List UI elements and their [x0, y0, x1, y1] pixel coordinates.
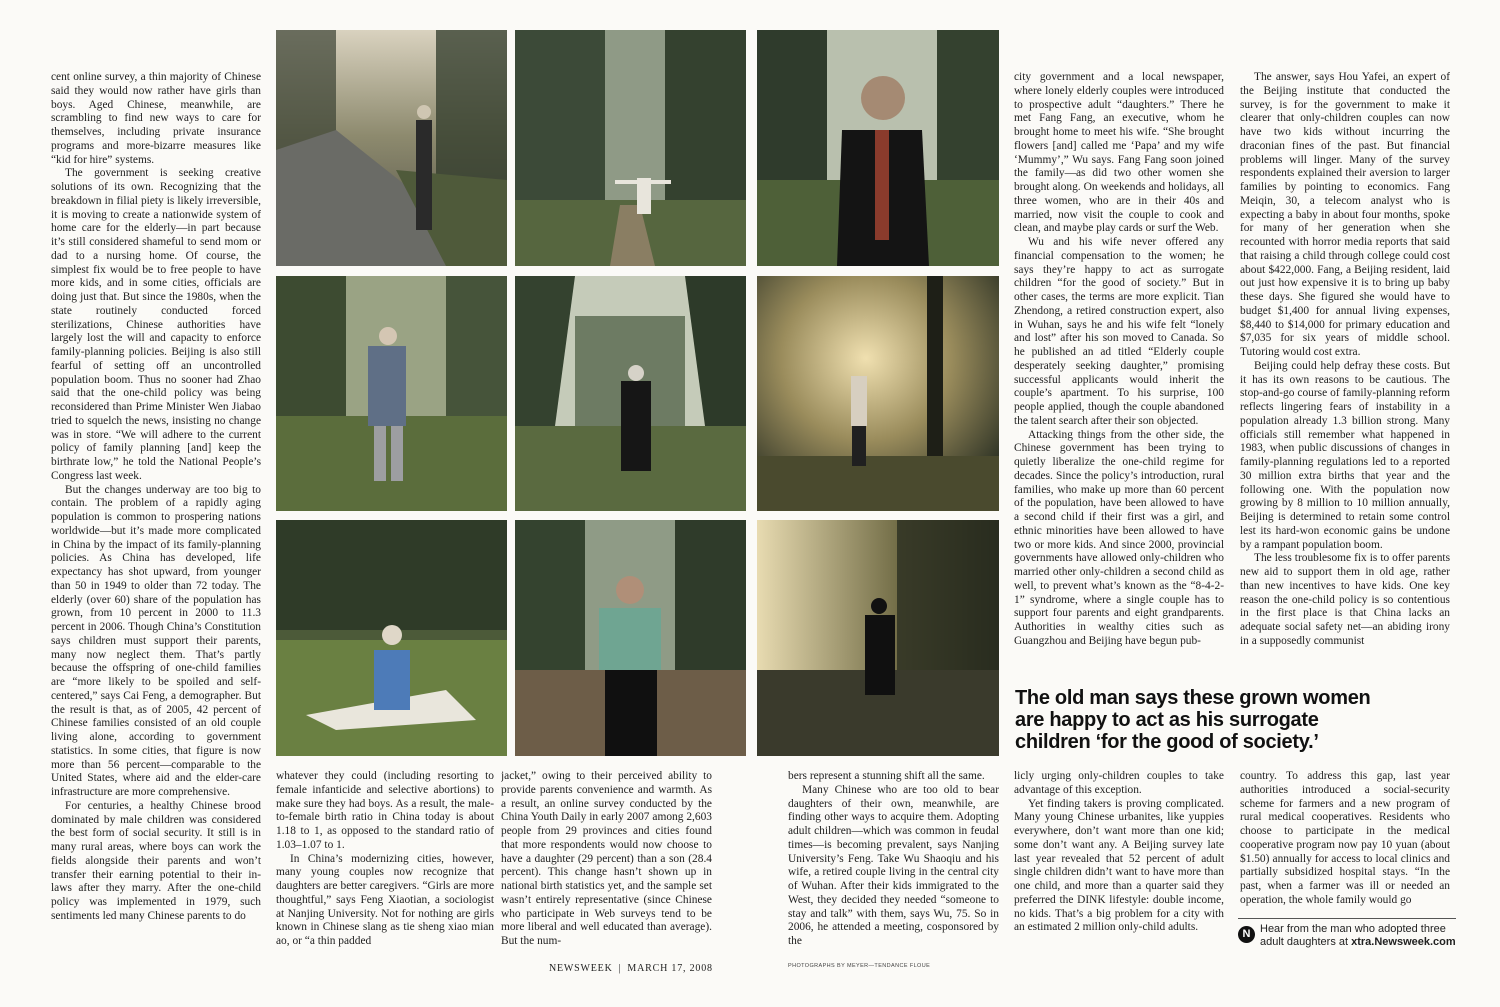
photo-man-tai-chi-forest — [276, 276, 507, 511]
article-column-5-top — [1014, 71, 1224, 681]
page-footer — [549, 963, 713, 974]
newsweek-n-icon: N — [1238, 926, 1255, 943]
article-column-1 — [51, 71, 261, 957]
paragraph: whatever they could (including resorting to female infanticide and selective abortions) to make sure they had boys. As a result, the male-to-female birth ratio in China today is about 1.18 to 1, as opposed to the standard ratio of 1.03–1.07 to 1. — [276, 770, 494, 851]
footer-separator: | — [618, 963, 622, 974]
paragraph: licly urging only-children couples to take advantage of this exception. — [1014, 770, 1224, 796]
promo-link[interactable]: xtra.Newsweek.com — [1351, 936, 1456, 948]
web-promo — [1238, 918, 1456, 949]
article-column-6-bottom — [1240, 770, 1450, 910]
article-column-3 — [501, 770, 712, 950]
paragraph: Beijing could help defray these costs. But it has its own reasons to be cautious. The stop-and-go course of family-planning reform reflects lingering fears of instability in a population already 1.3 billion strong. Many officials still remember what happened in 1983, when public discussions of changes in family-planning regulations led to a reported 30 million extra births that year and the following one. With the population now growing by 8 million to 10 million annually, Beijing is determined to retain some control lest its hard-won economic gains be undone by a rampant population boom. — [1240, 359, 1450, 551]
promo-label: Hear from the man who adopted three adult daughters at — [1260, 923, 1446, 948]
paragraph: The less troublesome fix is to offer parents new aid to support them in old age, rather than new incentives to have kids. One key reason the one-child policy is so contentious in the first place is that China lacks an adequate social safety net—an abiding irony in a supposedly communist — [1240, 552, 1450, 647]
paragraph: Many Chinese who are too old to bear daughters of their own, meanwhile, are finding other ways to acquire them. Adopting adult children—which was common in feudal times—is becoming prevalent, says Nanjing University’s Feng. Take Wu Shaoqiu and his wife, a retired couple living in the central city of Wuhan. After their kids immigrated to the West, they decided they needed “someone to stay and talk” with them, says Wu, 75. So in 2006, he attended a meeting, cosponsored by the — [788, 783, 999, 947]
photo-woman-meditating-sunlight — [757, 276, 999, 511]
paragraph: But the changes underway are too big to contain. The problem of a rapidly aging population is common to prospering nations worldwide—but it’s made more complicated in China by the impact of its family-planning policies. As China has developed, life expectancy has shot upward, from younger than 50 in 1949 to older than 72 today. The elderly (over 60) share of the population has grown, from 10 percent in 2000 to 11.3 percent in 2006. Though China’s Constitution says children must support their parents, many now neglect them. That’s partly because the offspring of one-child families are “more likely to be spoiled and self-centered,” says Cai Feng, a demographer. But the result is that, as of 2005, 42 percent of Chinese families consisted of an old couple living alone, according to government statistics. In some cities, that figure is now more than 56 percent—comparable to the United States, where aid and the elder-care infrastructure are more comprehensive. — [51, 483, 261, 798]
paragraph: bers represent a stunning shift all the same. — [788, 770, 985, 782]
paragraph: jacket,” owing to their perceived ability to provide parents convenience and warmth. As a result, an online survey conducted by the China Youth Daily in early 2007 among 2,603 people from 29 provinces and cities found that more respondents would now choose to have a daughter (29 percent) than a son (28.4 percent). This change hasn’t shown up in national birth statistics yet, and the sample set wasn’t entirely representative (since Chinese who participate in Web surveys tend to be more liberal and well educated than average). But the num- — [501, 770, 712, 947]
paragraph: The answer, says Hou Yafei, an expert of the Beijing institute that conducted the survey, is for the government to make it clearer that only-children couples can now have two kids without incurring the draconian fines of the past. But financial problems will linger. Many of the survey respondents explained their aversion to larger families by pointing to economics. Fang Meiqin, 30, a telecom analyst who is expecting a baby in about four months, spoke for many of her generation when she recounted with horror media reports that said that raising a child through college could cost about $422,000. Fang, a Beijing resident, laid out just how expensive it is to bring up baby these days. She figured she would have to budget $1,400 for annual living expenses, $8,440 to $14,000 for primary education and $7,035 for six years of middle school. Tutoring would cost extra. — [1240, 71, 1450, 358]
pull-quote: The old man says these grown women are happy to act as his surrogate children ‘for the good of society.’ — [1015, 687, 1371, 753]
photo-credit: PHOTOGRAPHS BY MEYER—TENDANCE FLOUE — [788, 963, 931, 969]
paragraph: Attacking things from the other side, the Chinese government has been trying to quietly liberalize the one-child regime for decades. Since the policy’s introduction, rural families, who make up more than 60 percent of the population, have been allowed to have a second child if their first was a girl, and ethnic minorities have been allowed to have two or more kids. And since 2000, provincial governments have allowed only-children who married other only-children a second child as well, to prevent what’s known as the “8-4-2-1” syndrome, where a single couple has to support four parents and eight grandparents. Authorities in wealthy cities such as Guangzhou and Beijing have begun pub- — [1014, 428, 1224, 647]
photo-man-silhouette-sunlight — [757, 520, 999, 756]
photo-man-arms-outstretched — [515, 30, 746, 266]
issue-date: MARCH 17, 2008 — [627, 963, 713, 974]
photo-man-bending-tree-alley — [515, 276, 746, 511]
paragraph: For centuries, a healthy Chinese brood dominated by male children was considered the best form of social security. It still is in many rural areas, where boys can work the fields alongside their parents and won’t transfer their earning potential to their in-laws after they marry. After the one-child policy was implemented in 1979, such sentiments led many Chinese parents to do — [51, 799, 261, 922]
article-column-2 — [276, 770, 494, 950]
article-column-6-top — [1240, 71, 1450, 681]
photo-man-on-stone-path — [276, 30, 507, 266]
article-column-4 — [788, 770, 999, 950]
photo-woman-green-shirt — [515, 520, 746, 756]
paragraph: In China’s modernizing cities, however, many young couples now recognize that daughters are better caregivers. “Girls are more thoughtful,” says Feng Xiaotian, a sociologist at Nanjing University. Not for nothing are girls known in Chinese slang as tie sheng xiao mian ao, or “a thin padded — [276, 852, 494, 947]
paragraph: city government and a local newspaper, where lonely elderly couples were introduced to prospective adult “daughters.” There he met Fang Fang, an executive, whom he brought home to meet his wife. “She brought flowers [and] called me ‘Papa’ and my wife ‘Mummy’,” Wu says. Fang Fang soon joined the family—as did two other women she brought along. On weekends and holidays, all three women, who are in their 40s and married, now visit the couple to cook and clean, and maybe play cards or surf the Web. — [1014, 71, 1224, 235]
article-column-5-bottom — [1014, 770, 1224, 950]
paragraph: country. To address this gap, last year authorities introduced a social-security scheme for farmers and a new program of rural medical cooperatives. Residents who choose to participate in the medical cooperative program now pay 10 yuan (about $1.50) annually for access to local clinics and partially subsidized hospital stays. “In the past, when a farmer was ill or needed an operation, the whole family would go — [1240, 770, 1450, 906]
paragraph: Wu and his wife never offered any financial compensation to the women; he says they’re happy to act as surrogate children “for the good of society.” But in other cases, the terms are more explicit. Tian Zhendong, a retired construction expert, also in Wuhan, says he and his wife felt “lonely and lost” after his son moved to Canada. So he published an ad titled “Elderly couple desperately seeking daughter,” promising successful applicants would inherit the couple’s apartment. To his surprise, 100 people applied, though the couple abandoned the talent search after their son objected. — [1014, 236, 1224, 427]
paragraph: The government is seeking creative solutions of its own. Recognizing that the breakdown in filial piety is likely irreversible, it is moving to create a nationwide system of home care for the elderly—in part because it’s still considered shameful to send mom or dad to a nursing home. Of course, the simplest fix would be to free people to have more kids, and in some cities, officials are doing just that. But since the 1980s, when the state routinely conducted forced sterilizations, Chinese authorities have largely lost the will and capacity to enforce family-planning policies. Beijing is also still fearful of setting off an uncontrolled population boom. Thus no sooner had Zhao said that the one-child policy was being reconsidered than Prime Minister Wen Jiabao tried to squelch the news, insisting no change was in store. “We will adhere to the current policy of family planning [and] keep the birthrate low,” he told the National People’s Congress last week. — [51, 167, 261, 482]
promo-text — [1260, 923, 1456, 949]
paragraph: Yet finding takers is proving complicated. Many young Chinese urbanites, like yuppies everywhere, don’t want more than one kid; some don’t want any. A Beijing survey late last year revealed that 52 percent of adult single children didn’t want to have more than one child, and more than a quarter said they preferred the DINK lifestyle: double income, no kids. That’s a big problem for a city with an estimated 2 million only-child adults. — [1014, 797, 1224, 934]
photo-elderly-woman-portrait — [757, 30, 999, 266]
paragraph: cent online survey, a thin majority of Chinese said they would now rather have girls than boys. Aged Chinese, meanwhile, are scrambling to find new ways to care for themselves, including private insurance programs and more-bizarre measures like “kid for hire” systems. — [51, 71, 261, 166]
magazine-name: NEWSWEEK — [549, 963, 613, 974]
photo-woman-sitting-on-mat — [276, 520, 507, 756]
